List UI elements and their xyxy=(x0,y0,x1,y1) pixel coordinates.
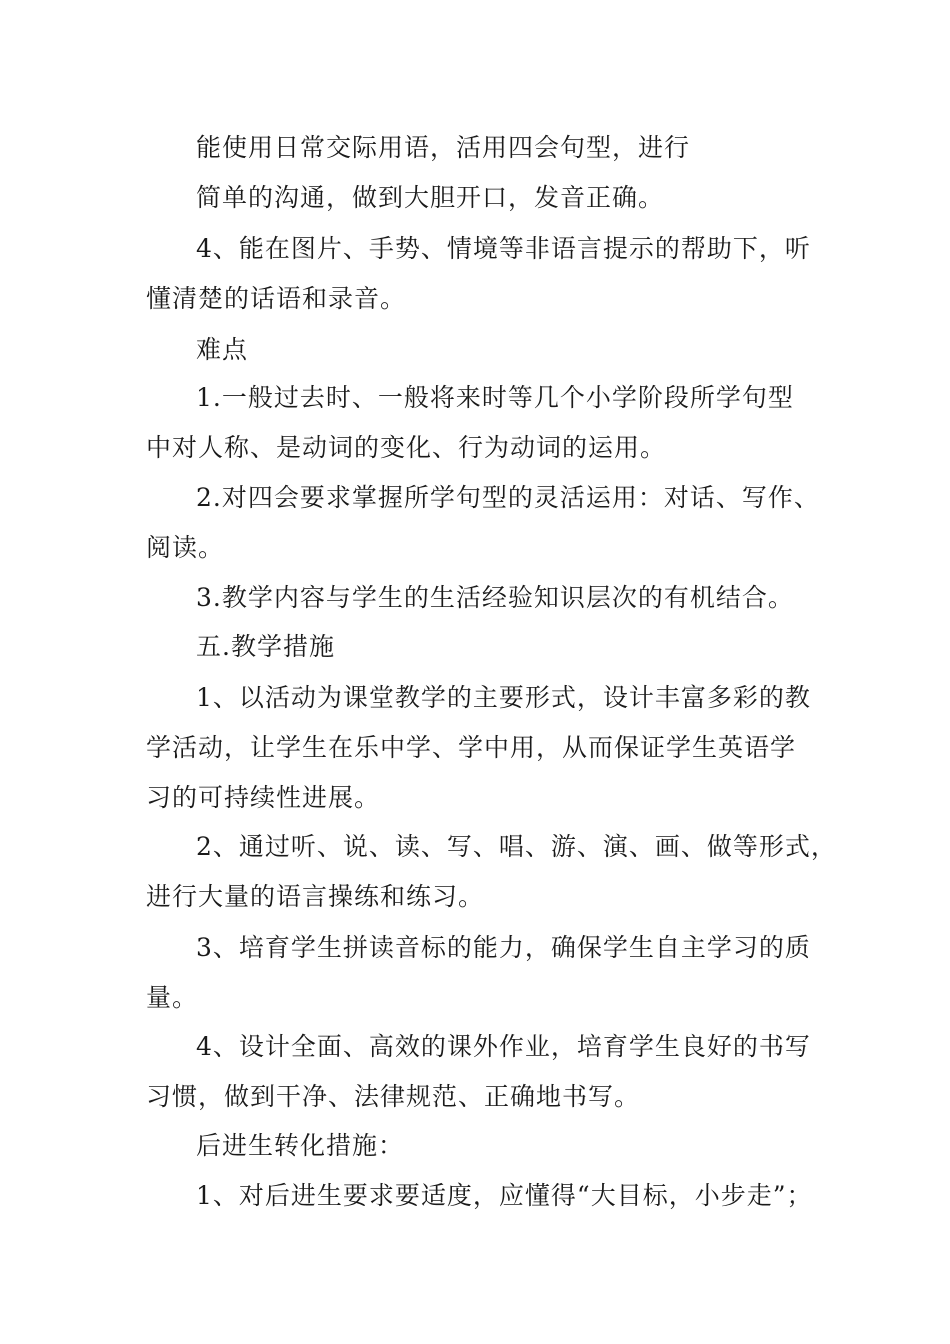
paragraph-line: 懂清楚的话语和录音。 xyxy=(146,284,407,313)
paragraph-line: 3.教学内容与学生的生活经验知识层次的有机结合。 xyxy=(196,583,794,612)
paragraph-line: 习惯，做到干净、法律规范、正确地书写。 xyxy=(146,1082,641,1111)
paragraph-line: 1、以活动为课堂教学的主要形式，设计丰富多彩的教 xyxy=(196,683,811,712)
paragraph-line: 4、设计全面、高效的课外作业，培育学生良好的书写 xyxy=(196,1032,811,1061)
paragraph-line: 量。 xyxy=(146,983,199,1012)
paragraph-line: 1.一般过去时、一般将来时等几个小学阶段所学句型 xyxy=(196,383,794,412)
paragraph-line: 简单的沟通，做到大胆开口，发音正确。 xyxy=(196,183,665,212)
paragraph-line: 4、能在图片、手势、情境等非语言提示的帮助下，听 xyxy=(196,234,811,263)
paragraph-line: 习的可持续性进展。 xyxy=(146,783,381,812)
paragraph-line: 2.对四会要求掌握所学句型的灵活运用：对话、写作、 xyxy=(196,483,820,512)
paragraph-line: 学活动，让学生在乐中学、学中用，从而保证学生英语学 xyxy=(146,733,797,762)
paragraph-line: 中对人称、是动词的变化、行为动词的运用。 xyxy=(146,433,667,462)
section-heading: 难点 xyxy=(196,335,249,364)
paragraph-line: 3、培育学生拼读音标的能力，确保学生自主学习的质 xyxy=(196,933,811,962)
paragraph-line: 1、对后进生要求要适度，应懂得“大目标，小步走”； xyxy=(196,1181,813,1210)
paragraph-line: 2、通过听、说、读、写、唱、游、演、画、做等形式， xyxy=(196,832,837,861)
paragraph-line: 能使用日常交际用语，活用四会句型，进行 xyxy=(196,133,691,162)
section-heading: 五.教学措施 xyxy=(196,632,335,661)
section-heading: 后进生转化措施： xyxy=(196,1131,405,1160)
paragraph-line: 阅读。 xyxy=(146,533,225,562)
paragraph-line: 进行大量的语言操练和练习。 xyxy=(146,882,485,911)
